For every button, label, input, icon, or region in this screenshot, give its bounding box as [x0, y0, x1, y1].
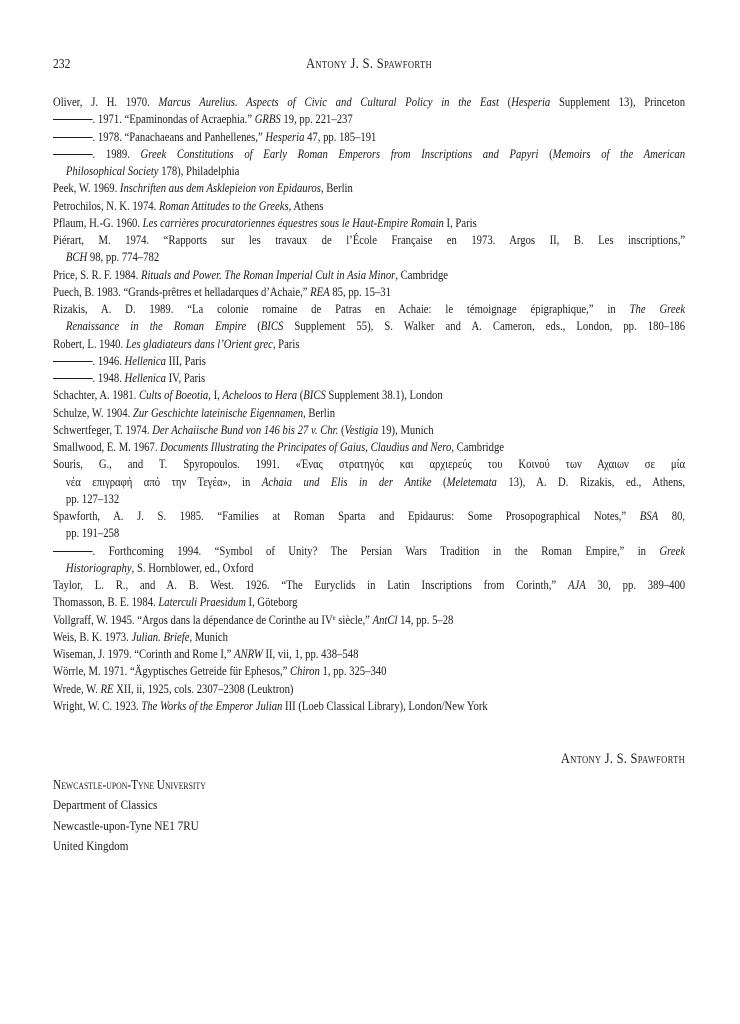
- bib-line: Schwertfeger, T. 1974. Der Achaiische Bund von 146 bis 27 v. Chr. (Vestigia 19), Munich: [53, 422, 434, 437]
- bib-entry: [53, 180, 685, 197]
- signature-author: Antony J. S. Spawforth: [560, 751, 686, 767]
- bib-line: BCH 98, pp. 774–782: [65, 250, 160, 265]
- bib-entry: [53, 543, 685, 578]
- bib-line: Thomasson, B. E. 1984. Laterculi Praesidum I, Göteborg: [53, 595, 298, 610]
- bib-entry: [53, 698, 685, 715]
- bib-entry: [53, 267, 685, 284]
- bib-line: Petrochilos, N. K. 1974. Roman Attitudes to the Greeks, Athens: [53, 198, 324, 213]
- bib-line: Oliver, J. H. 1970. Marcus Aurelius. Aspects of Civic and Cultural Policy in the East (Hesperia Supplement 13), Princeton: [53, 95, 686, 109]
- bib-line: Rizakis, A. D. 1989. “La colonie romaine de Patras en Achaie: le témoignage épigraphique,” in The Greek: [53, 302, 686, 316]
- bib-entry: [53, 508, 685, 543]
- address-line: Newcastle-upon-Tyne NE1 7RU: [53, 817, 199, 833]
- bib-line: . 1989. Greek Constitutions of Early Roman Emperors from Inscriptions and Papyri (Memoirs of the American: [53, 146, 685, 163]
- em-dash-rule: [53, 137, 93, 138]
- bib-entry: [53, 439, 685, 456]
- bibliography: [53, 94, 685, 715]
- bib-line: Historiography, S. Hornblower, ed., Oxford: [65, 560, 254, 575]
- bib-line: . 1946. Hellenica III, Paris: [53, 353, 685, 370]
- bib-entry: [53, 629, 685, 646]
- bib-entry: [53, 594, 685, 611]
- bib-line: Spawforth, A. J. S. 1985. “Families at Roman Sparta and Epidaurus: Some Prosopographical Notes,” BSA 80,: [53, 509, 686, 523]
- em-dash-rule: [53, 378, 93, 379]
- bib-entry: [53, 129, 685, 146]
- em-dash-rule: [53, 361, 93, 362]
- bib-line: Schulze, W. 1904. Zur Geschichte lateinische Eigennamen, Berlin: [53, 405, 336, 420]
- bib-line: νέα επιγραφή από την Τεγέα», in Achaia und Elis in der Antike (Meletemata 13), A. D. Rizakis, ed., Athens,: [65, 474, 686, 489]
- bib-line: pp. 191–258: [65, 526, 120, 541]
- bib-line: Smallwood, E. M. 1967. Documents Illustrating the Principates of Gaius, Claudius and Nero, Cambridge: [53, 440, 505, 454]
- em-dash-rule: [53, 154, 93, 155]
- bib-entry: [53, 612, 685, 629]
- bib-entry: [53, 353, 685, 370]
- bib-line: Wright, W. C. 1923. The Works of the Emperor Julian III (Loeb Classical Library), London/New York: [53, 698, 488, 713]
- bib-entry: [53, 301, 685, 336]
- running-head: Antony J. S. Spawforth: [305, 56, 433, 72]
- bib-entry: [53, 663, 685, 680]
- bib-entry: [53, 370, 685, 387]
- bib-line: . Forthcoming 1994. “Symbol of Unity? The Persian Wars Tradition in the Roman Empire,” in Greek: [53, 543, 685, 560]
- bib-line: Renaissance in the Roman Empire (BICS Supplement 55), S. Walker and A. Cameron, eds., London, pp. 180–186: [65, 319, 686, 334]
- bib-line: . 1971. “Epaminondas of Acraephia.” GRBS 19, pp. 221–237: [53, 111, 685, 128]
- bib-entry: [53, 215, 685, 232]
- em-dash-rule: [53, 119, 93, 120]
- bib-line: . 1978. “Panachaeans and Panhellenes,” Hesperia 47, pp. 185–191: [53, 129, 685, 146]
- bib-entry: [53, 577, 685, 594]
- bib-line: . 1948. Hellenica IV, Paris: [53, 370, 685, 387]
- page-number: 232: [53, 56, 71, 71]
- page-header: [53, 56, 685, 74]
- address-line: Department of Classics: [53, 797, 158, 813]
- bib-entry: [53, 387, 685, 404]
- page-content: [53, 0, 685, 857]
- bib-entry: [53, 405, 685, 422]
- em-dash-rule: [53, 551, 93, 552]
- bib-line: Wrede, W. RE XII, ii, 1925, cols. 2307–2308 (Leuktron): [53, 681, 294, 696]
- bib-line: Weis, B. K. 1973. Julian. Briefe, Munich: [53, 629, 228, 644]
- address-institution: Newcastle-upon-Tyne University: [53, 777, 206, 792]
- address-block: [53, 775, 685, 857]
- bib-line: Wörrle, M. 1971. “Ägyptisches Getreide für Ephesos,” Chiron 1, pp. 325–340: [53, 664, 387, 679]
- bib-entry: [53, 422, 685, 439]
- bib-entry: [53, 646, 685, 663]
- bib-line: Philosophical Society 178), Philadelphia: [65, 164, 240, 178]
- bib-line: Souris, G., and T. Spyropoulos. 1991. «Ένας στρατηγός και αρχιερεύς του Κοινού των Αχαιων σε μία: [53, 457, 686, 472]
- bib-entry: [53, 146, 685, 181]
- bib-line: Piérart, M. 1974. “Rapports sur les travaux de l’École Française en 1973. Argos II, B. Les inscriptions,”: [53, 233, 686, 247]
- bib-entry: [53, 111, 685, 128]
- bib-line: Schachter, A. 1981. Cults of Boeotia, I, Acheloos to Hera (BICS Supplement 38.1), London: [53, 388, 443, 403]
- bib-line: pp. 127–132: [65, 491, 120, 506]
- bib-entry: [53, 336, 685, 353]
- bib-line: Puech, B. 1983. “Grands-prêtres et helladarques d’Achaie,” REA 85, pp. 15–31: [53, 284, 391, 299]
- bib-line: Vollgraff, W. 1945. “Argos dans la dépendance de Corinthe au IVe siècle,” AntCl 14, pp. 5–28: [53, 612, 454, 627]
- bib-line: Robert, L. 1940. Les gladiateurs dans l’Orient grec, Paris: [53, 336, 300, 351]
- address-line: United Kingdom: [53, 838, 129, 854]
- bib-line: Peek, W. 1969. Inschriften aus dem Asklepieion von Epidauros, Berlin: [53, 181, 353, 196]
- bib-line: Wiseman, J. 1979. “Corinth and Rome I,” ANRW II, vii, 1, pp. 438–548: [53, 647, 359, 661]
- bib-entry: [53, 456, 685, 508]
- bib-entry: [53, 198, 685, 215]
- bib-entry: [53, 232, 685, 267]
- bib-line: Price, S. R. F. 1984. Rituals and Power. The Roman Imperial Cult in Asia Minor, Cambridge: [53, 267, 449, 282]
- bib-entry: [53, 94, 685, 111]
- bib-entry: [53, 284, 685, 301]
- bib-line: Pflaum, H.-G. 1960. Les carrières procuratoriennes équestres sous le Haut-Empire Romain I, Paris: [53, 215, 477, 230]
- bib-line: Taylor, L. R., and A. B. West. 1926. “The Euryclids in Latin Inscriptions from Corinth,” AJA 30, pp. 389–400: [53, 578, 686, 592]
- bib-entry: [53, 681, 685, 698]
